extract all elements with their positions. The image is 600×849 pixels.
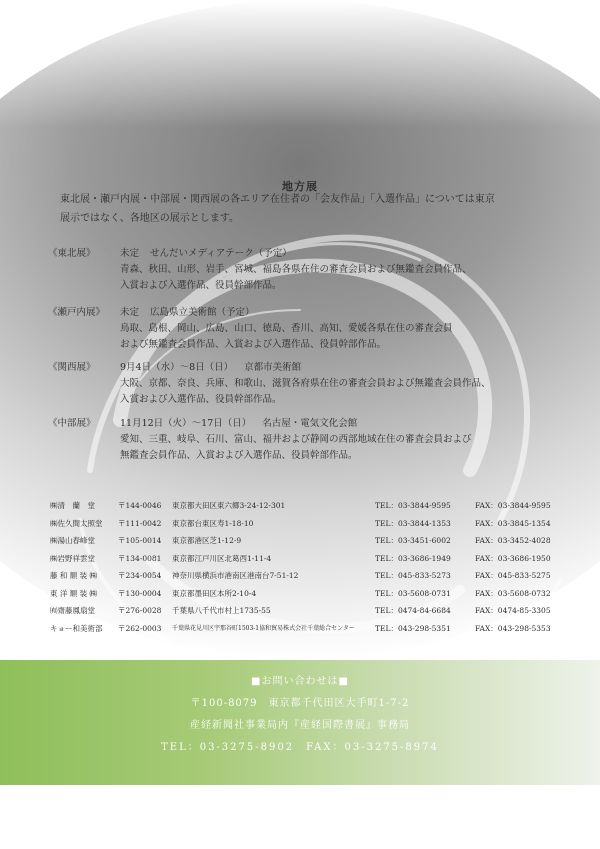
region-place: 名古屋・電気文化会館 <box>262 418 358 429</box>
store-address: 神奈川県横浜市港南区港南台7-51-12 <box>172 571 299 580</box>
store-tel: TEL：03-3451-6002 <box>375 536 451 545</box>
contact-banner <box>0 660 600 785</box>
store-zip: 〒234-0054 <box>118 571 162 580</box>
region-date: 9月4日（水）～8日（日） <box>120 362 234 373</box>
store-fax: FAX：03-3845-1354 <box>475 518 551 528</box>
region-body <box>120 360 550 408</box>
contact-heading: ■お問い合わせは■ <box>251 676 349 687</box>
region-body <box>120 246 550 294</box>
region-label: 《東北展》 <box>48 248 96 259</box>
region-line: 大阪、京都、奈良、兵庫、和歌山、滋賀各府県在住の審査会員および無鑑査会員作品、 <box>120 378 491 389</box>
store-name: キョー和美術部 <box>50 623 103 633</box>
intro-line: 展示ではなく、各地区の展示とします。 <box>60 213 239 224</box>
store-name: 藤 和 額 装 ㈱ <box>50 571 98 580</box>
store-address: 東京都港区芝1-12-9 <box>172 536 242 545</box>
region-place: 京都市美術館 <box>244 362 302 373</box>
region-venue <box>120 305 550 321</box>
store-fax: FAX：043-298-5353 <box>475 623 551 633</box>
store-name: 東 洋 額 装 ㈱ <box>50 588 98 598</box>
region-date: 11月12日（火）～17日（日） <box>120 418 252 429</box>
store-name: ㈱湯山春峰堂 <box>50 536 95 545</box>
store-row <box>50 605 570 623</box>
store-row <box>50 570 570 588</box>
store-tel: TEL：045-833-5273 <box>375 571 451 580</box>
store-zip: 〒276-0028 <box>118 606 162 615</box>
contact-address: 〒100-8079 東京都千代田区大手町1-7-2 <box>190 698 410 709</box>
store-zip: 〒130-0004 <box>118 588 162 598</box>
section-title: 地方展 <box>282 180 318 193</box>
store-address: 千葉県花見川区宇那谷町1503-1協和貿易株式会社千葉総合センター <box>172 624 355 632</box>
store-row <box>50 518 570 536</box>
store-fax: FAX：045-833-5275 <box>475 571 551 580</box>
store-list <box>50 500 570 640</box>
store-zip: 〒105-0014 <box>118 536 162 545</box>
region-line: 無鑑査会員作品、入賞および入選作品、役員幹部作品。 <box>120 450 358 461</box>
store-address: 東京都江戸川区北葛西1-11-4 <box>172 553 272 563</box>
intro-line: 東北展・瀬戸内展・中部展・関西展の各エリア在住者の「会友作品」「入選作品」については東京 <box>60 194 495 205</box>
store-zip: 〒262-0003 <box>118 623 162 633</box>
region-venue <box>120 246 550 262</box>
region-label: 《瀬戸内展》 <box>48 307 106 318</box>
region-line: 入賞および入選作品、役員幹部作品。 <box>120 280 282 291</box>
store-address: 千葉県八千代市村上1735-55 <box>172 606 271 615</box>
store-address: 東京都墨田区本所2-10-4 <box>172 588 257 598</box>
contact-phone: TEL：03-3275-8902 FAX：03-3275-8974 <box>161 742 439 753</box>
store-tel: TEL：0474-84-6684 <box>375 606 451 615</box>
store-row <box>50 500 570 518</box>
store-tel: TEL：03-3844-1353 <box>375 518 451 528</box>
store-address: 東京都台東区寿1-18-10 <box>172 518 254 528</box>
store-fax: FAX：03-3452-4028 <box>475 536 551 545</box>
store-name: ㈱清 蘭 堂 <box>50 501 95 510</box>
region-place: せんだいメディアテーク（予定） <box>150 248 292 259</box>
region-label: 《中部展》 <box>48 418 96 429</box>
store-name: ㈱岩野祥雲堂 <box>50 553 95 563</box>
region-label: 《関西展》 <box>48 362 96 373</box>
region-venue <box>120 360 550 376</box>
store-tel: TEL：03-5608-0731 <box>375 588 451 598</box>
region-line: および無鑑査会員作品、入賞および入選作品、役員幹部作品。 <box>120 339 387 350</box>
region-place: 広島県立美術館（予定） <box>150 307 255 318</box>
region-line: 鳥取、島根、岡山、広島、山口、徳島、香川、高知、愛媛各県在住の審査会員 <box>120 323 453 334</box>
store-tel: TEL：03-3686-1949 <box>375 553 451 563</box>
contact-office: 産経新聞社事業局内『産経国際書展』事務局 <box>190 720 410 731</box>
region-date: 未定 <box>120 248 140 259</box>
region-line: 愛知、三重、岐阜、石川、富山、福井および静岡の西部地域在住の審査会員および <box>120 434 472 445</box>
store-fax: FAX：0474-85-3305 <box>475 606 551 615</box>
store-tel: TEL：043-298-5351 <box>375 623 451 633</box>
store-tel: TEL：03-3844-9595 <box>375 501 451 510</box>
store-zip: 〒144-0046 <box>118 501 162 510</box>
region-body <box>120 305 550 353</box>
store-name: ㈱佐久間太照堂 <box>50 518 103 528</box>
store-row <box>50 588 570 606</box>
region-venue <box>120 416 550 432</box>
store-fax: FAX：03-3844-9595 <box>475 501 551 510</box>
store-row <box>50 535 570 553</box>
region-body <box>120 416 550 464</box>
store-zip: 〒111-0042 <box>118 518 162 528</box>
store-name: ㈲齋藤鳳扇堂 <box>50 606 95 615</box>
region-line: 入賞および入選作品、役員幹部作品。 <box>120 394 282 405</box>
region-line: 青森、秋田、山形、岩手、宮城、福島各県在住の審査会員および無鑑査会員作品、 <box>120 264 472 275</box>
store-fax: FAX：03-3686-1950 <box>475 553 551 563</box>
store-row <box>50 553 570 571</box>
store-address: 東京都大田区東六郷3-24-12-301 <box>172 501 286 510</box>
store-zip: 〒134-0081 <box>118 553 162 563</box>
store-row <box>50 623 570 641</box>
store-fax: FAX：03-5608-0732 <box>475 588 551 598</box>
intro-paragraph <box>60 190 550 228</box>
region-date: 未定 <box>120 307 140 318</box>
